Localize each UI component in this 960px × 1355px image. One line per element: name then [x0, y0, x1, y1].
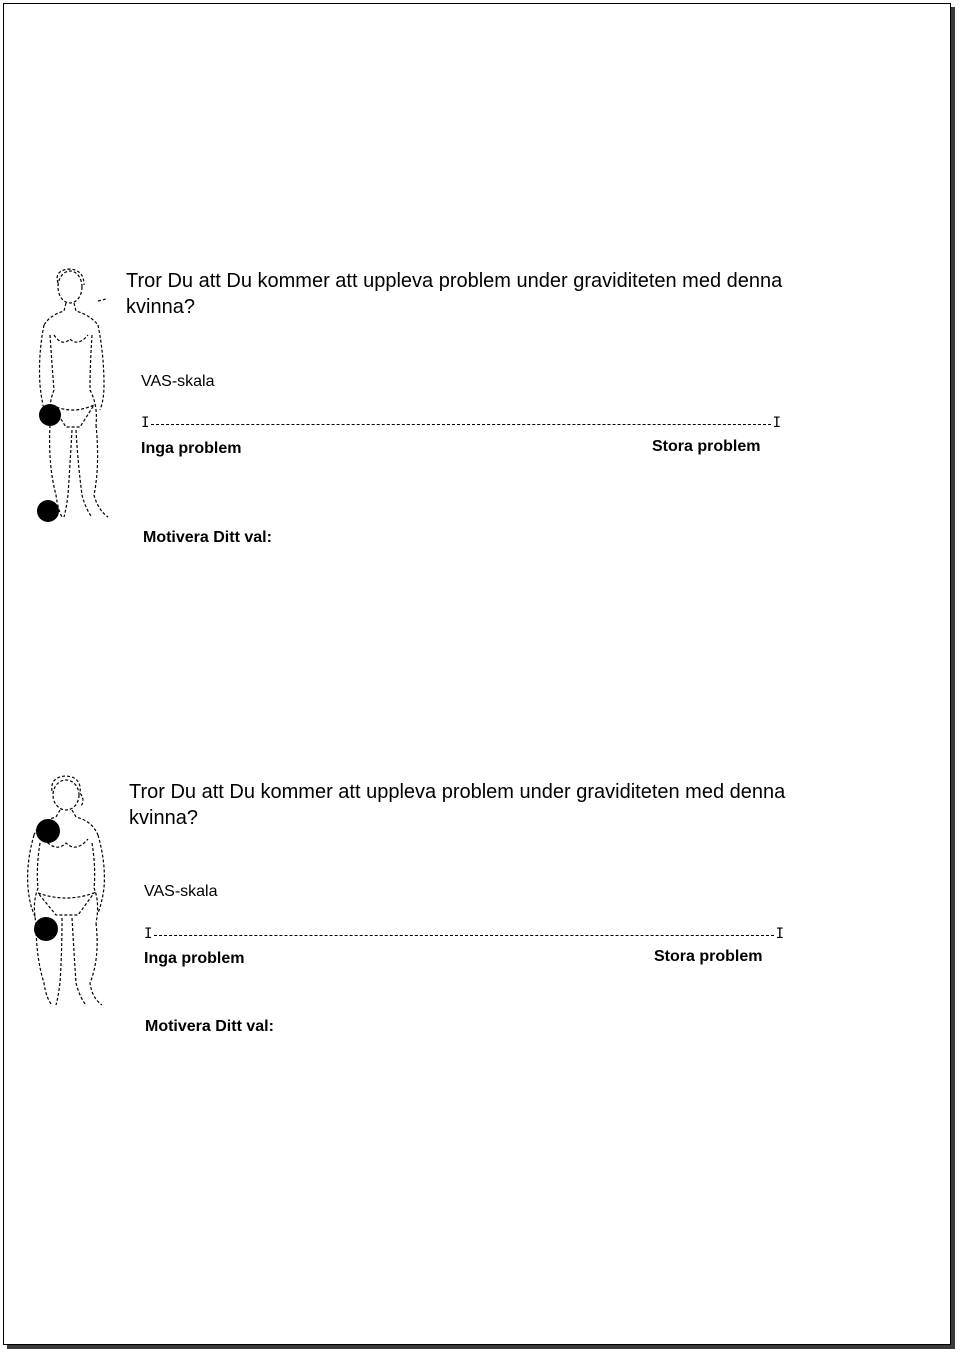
- vas-scale-end-mark: I: [775, 926, 784, 942]
- motivate-label-2: Motivera Ditt val:: [145, 1018, 274, 1035]
- vas-label-2: VAS-skala: [144, 883, 218, 900]
- anchor-min-label-2: Inga problem: [144, 950, 245, 967]
- anchor-max-label-2: Stora problem: [654, 948, 763, 965]
- woman-figure-illustration-2: [22, 773, 112, 1021]
- vas-scale-end-mark: I: [772, 415, 781, 431]
- question-block-2: [4, 769, 950, 1089]
- vas-scale-line[interactable]: [154, 935, 774, 936]
- question-text-1: Tror Du att Du kommer att uppleva problem under graviditeten med denna kvinna?: [126, 270, 783, 318]
- vas-label-1: VAS-skala: [141, 373, 215, 390]
- question-block-1: [4, 259, 950, 579]
- question-text-2: Tror Du att Du kommer att uppleva problem under graviditeten med denna kvinna?: [129, 781, 786, 829]
- motivate-label-1: Motivera Ditt val:: [143, 529, 272, 546]
- vas-scale-1[interactable]: [141, 416, 781, 432]
- document-page: [3, 3, 951, 1345]
- anchor-min-label-1: Inga problem: [141, 440, 242, 457]
- vas-scale-line[interactable]: [151, 424, 771, 425]
- vas-scale-start-mark: I: [144, 926, 153, 942]
- anchor-max-label-1: Stora problem: [652, 438, 761, 455]
- woman-figure-illustration-1: [28, 265, 118, 527]
- vas-scale-start-mark: I: [141, 415, 150, 431]
- vas-scale-2[interactable]: [144, 927, 784, 943]
